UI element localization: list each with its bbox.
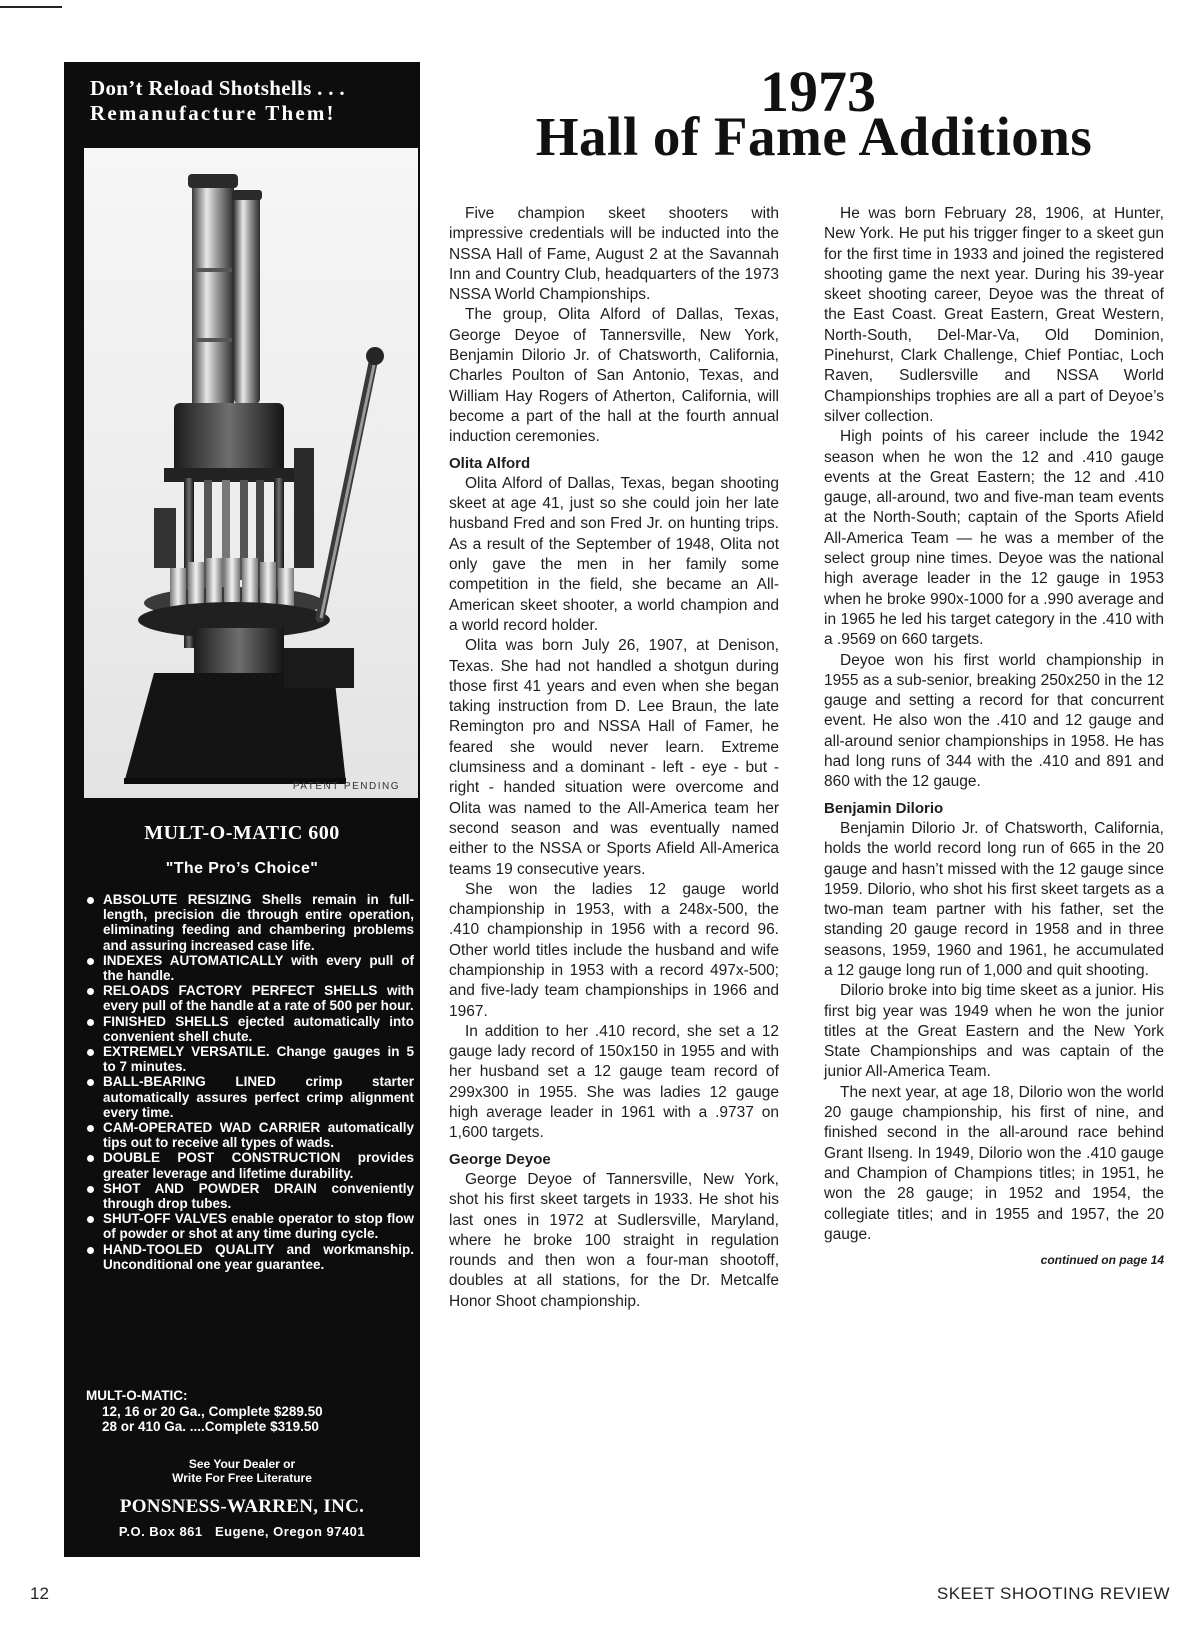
patent-pending-label: PATENT PENDING — [292, 781, 400, 792]
feature-item — [86, 1181, 414, 1211]
feature-item — [86, 983, 414, 1013]
feature-item — [86, 1150, 414, 1180]
feature-item — [86, 1014, 414, 1044]
price-label: MULT-O-MATIC: — [86, 1388, 188, 1403]
feature-item — [86, 1074, 414, 1120]
feature-text: ABSOLUTE RESIZING Shells remain in full-length, precision die through entire operation, eliminating feeding and chambering problems and assuring increased case life. — [103, 892, 414, 953]
paragraph: Benjamin Dilorio Jr. of Chatsworth, California, holds the world record long run of 665 in the 20 gauge and hasn’t missed with the 12 gauge since 1959. Dilorio, who shot his first skeet targets as a two-man team partner with his father, set the standing 20 gauge record in 1958 and in three seasons, 1959, 1960 and 1961, he accumulated a 12 gauge long run of 1,000 and quit shooting. — [824, 819, 1164, 979]
paragraph: Olita was born July 26, 1907, at Denison, Texas. She had not handled a shotgun during those first 41 years and even when she began taking instruction from D. Lee Braun, the late Remington pro and NSSA Hall of Famer, he feared she would never learn. Extreme clumsiness and a dominant - left - eye - but - right - handed situation were overcome and Olita was named to the All-America team her second season and was eventually named either to the NSSA or Sports Afield All-America teams 19 consecutive years. — [449, 637, 779, 878]
feature-text: BALL-BEARING LINED crimp starter automatically assures perfect crimp alignment every time. — [103, 1074, 414, 1120]
company-address: P.O. Box 861 Eugene, Oregon 97401 — [118, 1524, 366, 1539]
feature-text: EXTREMELY VERSATILE. Change gauges in 5 to 7 minutes. — [103, 1044, 414, 1075]
feature-text: SHOT AND POWDER DRAIN conveniently through drop tubes. — [103, 1180, 414, 1212]
dealer-line-2: Write For Free Literature — [172, 1471, 312, 1485]
feature-item — [86, 1044, 414, 1074]
paragraph: High points of his career include the 1942 season when he won the 12 and .410 gauge events at the Great Eastern; the 12 and .410 gauge, all-around, two and five-man team events at the North-South; captain of the Sports Afield All-America Team — he was a member of the select group nine times. Deyoe was the national high average leader in the 12 gauge in 1953 when he broke 990x-1000 for a .990 average and in 1965 he led his target category in the .410 with a .9569 on 660 targets. — [824, 428, 1164, 649]
paragraph: Deyoe won his first world championship in 1955 as a sub-senior, breaking 250x250 in the 12 gauge and setting a record for that concurrent event. He also won the .410 and 12 gauge and all-around senior championships in 1958. He has had long runs of 344 with the .410 and 891 and 860 with the 12 gauge. — [824, 651, 1164, 791]
section-heading: George Deyoe — [449, 1150, 551, 1168]
feature-text: FINISHED SHELLS ejected automatically into convenient shell chute. — [103, 1013, 414, 1044]
mult-o-matic-ad — [64, 62, 420, 1557]
feature-text: CAM-OPERATED WAD CARRIER automatically tips out to receive all types of wads. — [103, 1120, 414, 1151]
feature-item — [86, 953, 414, 983]
feature-item — [86, 1242, 414, 1272]
paragraph: In addition to her .410 record, she set a 12 gauge lady record of 150x150 in 1955 and with her husband set a 12 gauge team record of 299x300 in 1955. She was ladies 12 gauge high average leader in 1961 with a .9737 on 1,600 targets. — [449, 1022, 779, 1142]
ad-headline-line-2: Remanufacture Them! — [90, 101, 336, 125]
reloader-machine-illustration — [84, 148, 418, 798]
company-name: PONSNESS-WARREN, INC. — [119, 1496, 365, 1517]
paragraph: Dilorio broke into big time skeet as a junior. His first big year was 1949 when he won the junior titles at the Great Eastern and the New York State Championships and was captain of the junior All-America Team. — [824, 982, 1164, 1081]
price-line-1: 12, 16 or 20 Ga., Complete $289.50 — [102, 1403, 323, 1419]
section-heading: Olita Alford — [449, 454, 531, 472]
paragraph: The group, Olita Alford of Dallas, Texas, George Deyoe of Tannersville, New York, Benjamin Dilorio Jr. of Chatsworth, California, Charles Poulton of San Antonio, Texas, and William Hay Rogers of Atherton, California, will become a part of the hall at the fourth annual induction ceremonies. — [449, 306, 779, 446]
article-column-1 — [449, 204, 779, 1312]
page-number: 12 — [30, 1584, 49, 1603]
feature-text: HAND-TOOLED QUALITY and workmanship. Unconditional one year guarantee. — [103, 1241, 414, 1272]
paragraph: The next year, at age 18, Dilorio won the world 20 gauge championship, his first of nine, and finished second in the all-around race behind Grant Ilseng. In 1949, Dilorio won the .410 gauge and Champion of Champions titles; in 1951, he won the 28 gauge; in 1952 and 1954, the collegiate titles; and in 1955 and 1957, the 20 gauge. — [824, 1083, 1164, 1243]
feature-item — [86, 1211, 414, 1241]
paragraph: He was born February 28, 1906, at Hunter, New York. He put his trigger finger to a skeet gun for the first time in 1933 and joined the registered shooting game the next year. During his 39-year skeet shooting career, Deyoe was the threat of the East Coast. Great Eastern, Great Western, North-South, Del-Mar-Va, Old Dominion, Pinehurst, Clark Challenge, Chief Pontiac, Loch Raven, Sudlersville and NSSA World Championships trophies are all a part of Deyoe’s silver collection. — [824, 205, 1164, 425]
ad-tagline: "The Pro’s Choice" — [165, 860, 319, 877]
paragraph: George Deyoe of Tannersville, New York, shot his first skeet targets in 1933. He shot his last ones in 1972 at Sudlersville, Maryland, where he broke 100 straight in regulation rounds and then won a four-man shootoff, doubles at all stations, for the Dr. Metcalfe Honor Shoot championship. — [449, 1170, 779, 1310]
feature-text: SHUT-OFF VALVES enable operator to stop flow of powder or shot at any time during cycle. — [103, 1211, 414, 1242]
article-year: 1973 — [760, 59, 876, 124]
paragraph: Five champion skeet shooters with impressive credentials will be inducted into the NSSA Hall of Fame, August 2 at the Savannah Inn and Country Club, headquarters of the 1973 NSSA World Championships. — [449, 205, 779, 304]
dealer-note — [64, 1457, 420, 1485]
price-list — [86, 1388, 414, 1435]
article-column-2 — [824, 204, 1164, 1270]
paragraph: Olita Alford of Dallas, Texas, began shooting skeet at age 41, just so she could join her late husband Fred and son Fred Jr. on hunting trips. As a result of the September of 1948, Olita not only gave the men in her family some competition in the field, she became an All-American skeet shooter, a world champion and a world record holder. — [449, 474, 779, 634]
section-heading: Benjamin Dilorio — [824, 799, 944, 817]
ad-headline-line-1: Don’t Reload Shotshells . . . — [90, 76, 345, 100]
paragraph: She won the ladies 12 gauge world championship in 1953, with a 248x-500, the .410 championship in 1956 with a record 96. Other world titles include the husband and wife championship in 1953 with a record 497x-500; and five-lady team championships in 1966 and 1967. — [449, 880, 779, 1020]
feature-text: DOUBLE POST CONSTRUCTION provides greater leverage and lifetime durability. — [103, 1150, 414, 1181]
ad-headline — [90, 76, 410, 126]
dealer-line-1: See Your Dealer or — [188, 1457, 296, 1471]
ad-model-name: MULT-O-MATIC 600 — [144, 822, 340, 844]
publication-name: SKEET SHOOTING REVIEW — [936, 1584, 1170, 1603]
price-line-2: 28 or 410 Ga. ....Complete $319.50 — [102, 1419, 319, 1434]
article-title: Hall of Fame Additions — [535, 106, 1093, 167]
feature-text: RELOADS FACTORY PERFECT SHELLS with every pull of the handle at a rate of 500 per hour. — [103, 983, 414, 1014]
continued-note: continued on page 14 — [1040, 1253, 1164, 1268]
top-rule — [0, 6, 62, 8]
feature-text: INDEXES AUTOMATICALLY with every pull of the handle. — [103, 952, 414, 984]
feature-item — [86, 892, 414, 953]
reloader-photo — [84, 148, 418, 798]
feature-list — [86, 892, 414, 1272]
feature-item — [86, 1120, 414, 1150]
